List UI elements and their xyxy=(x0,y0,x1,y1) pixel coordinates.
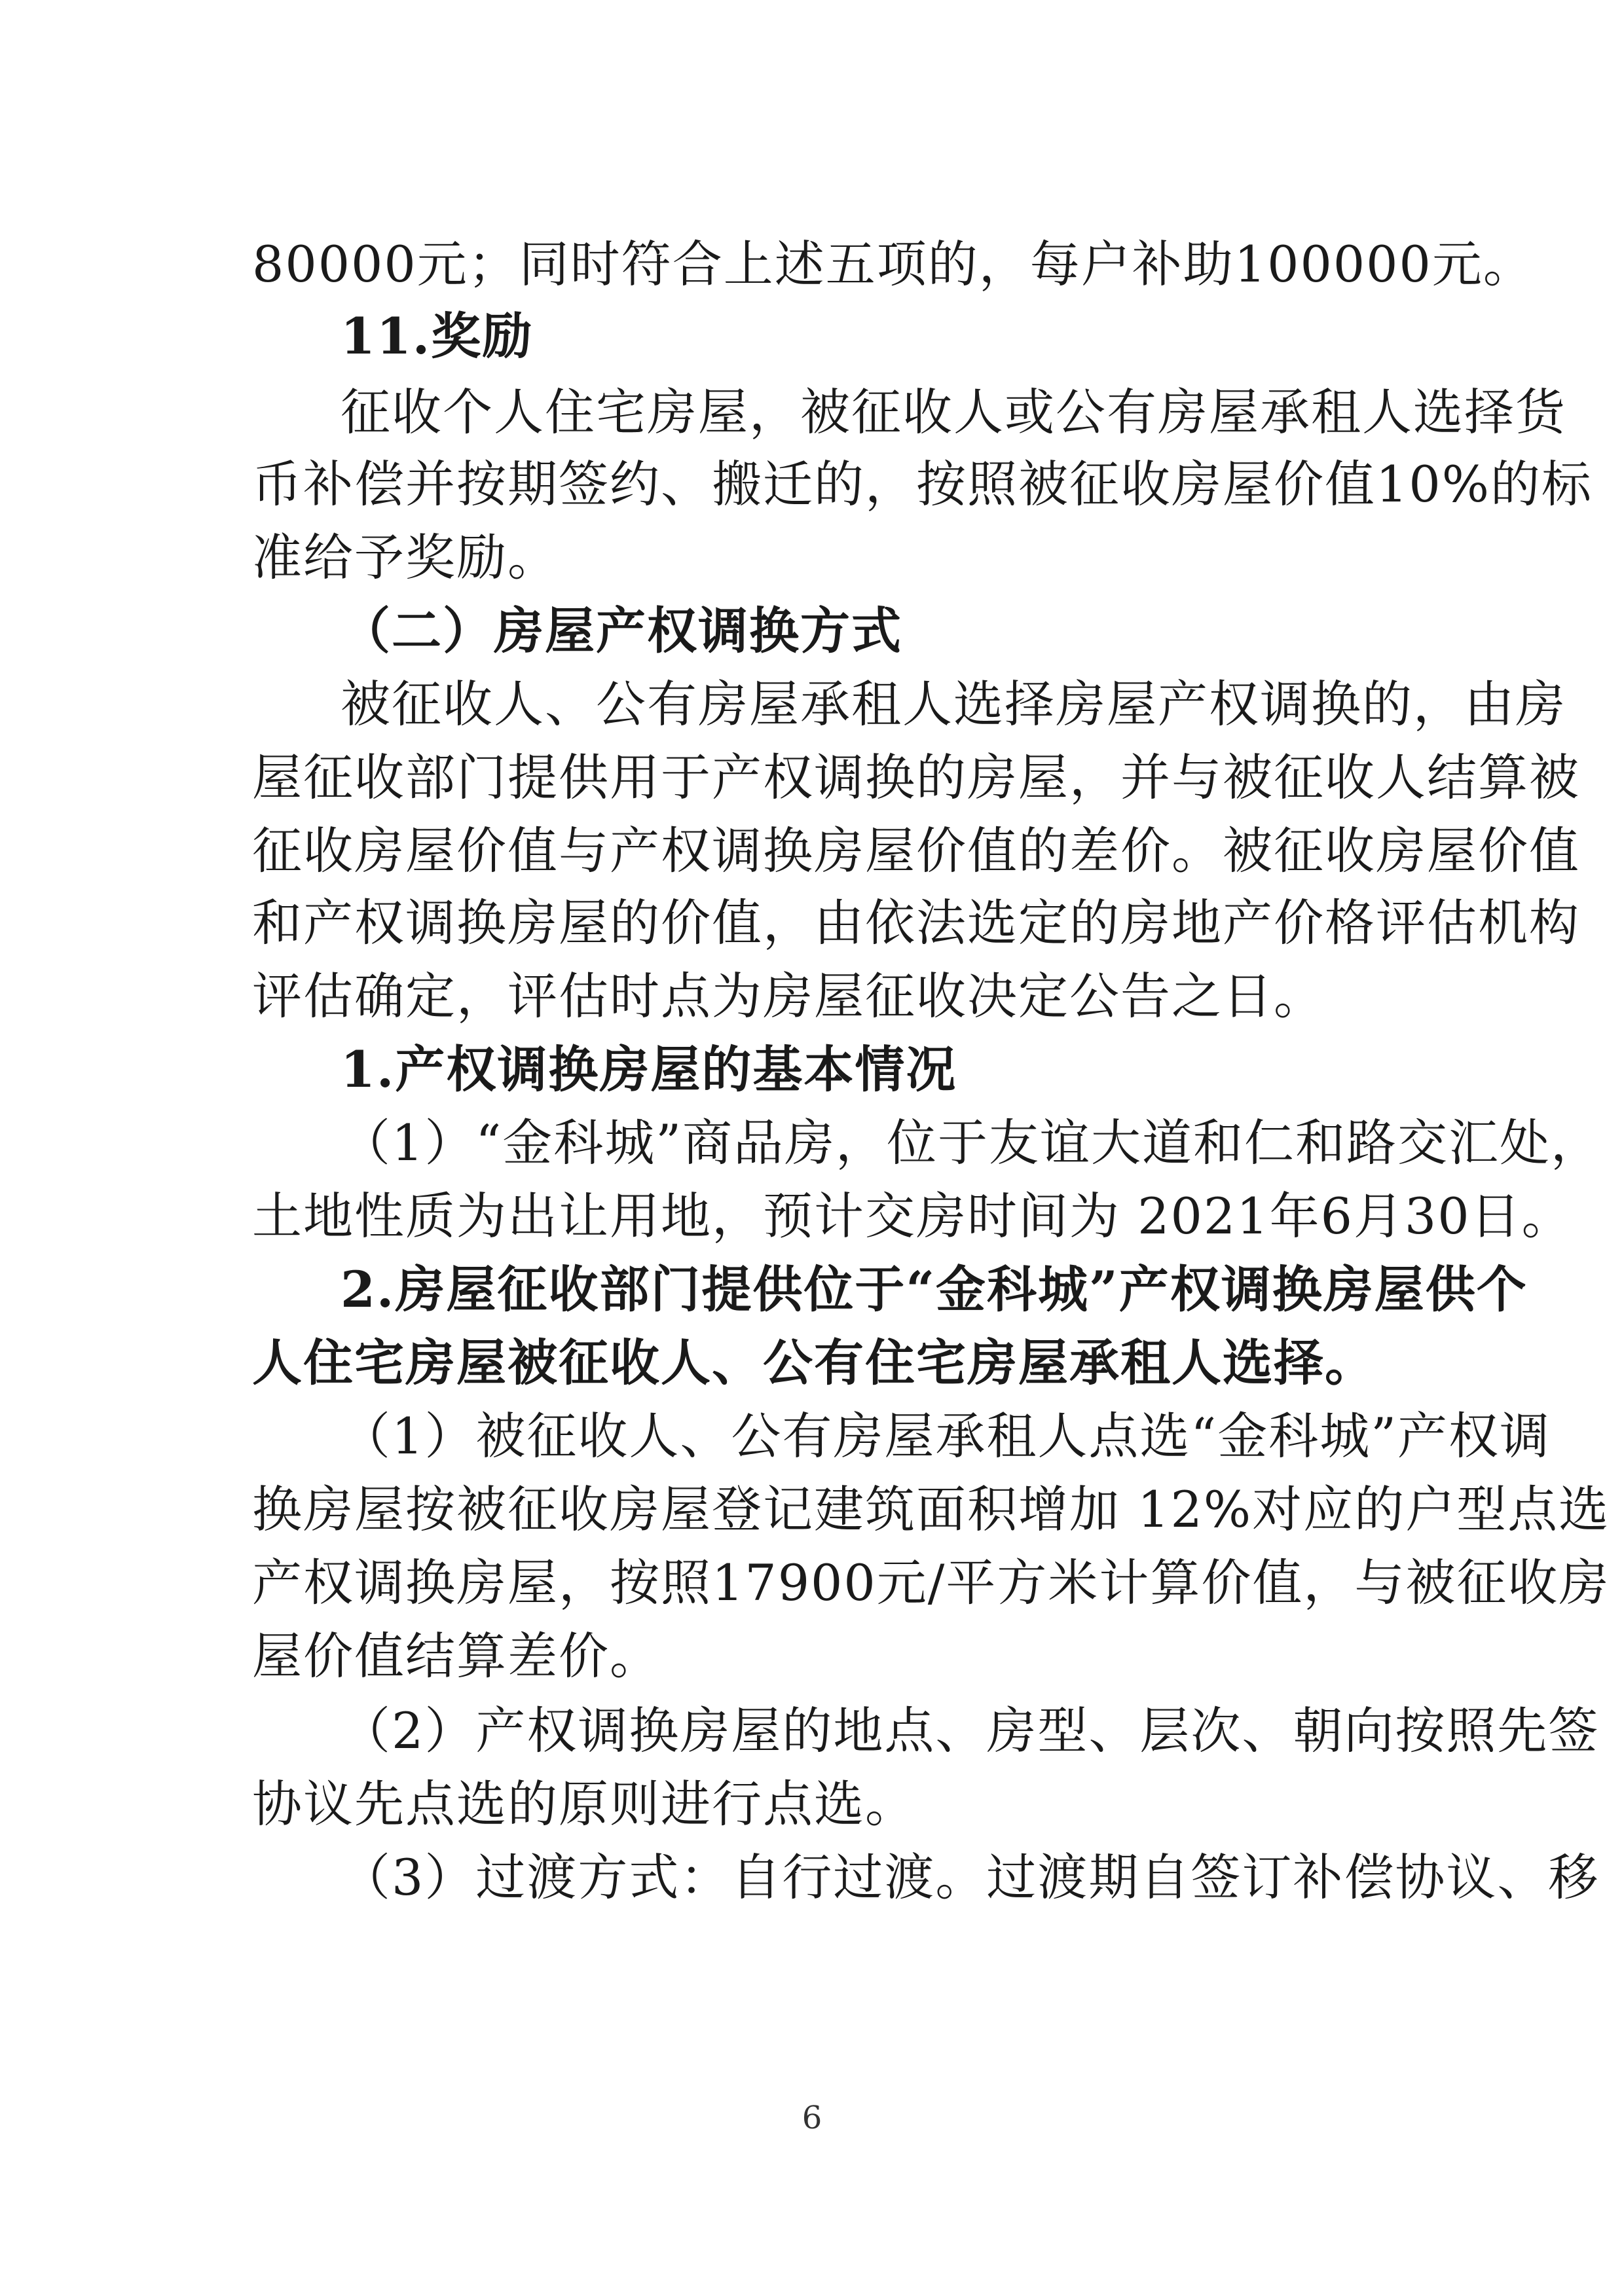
paragraph-line: （2）产权调换房屋的地点、房型、层次、朝向按照先签 xyxy=(341,1702,1600,1760)
paragraph-line: 80000元；同时符合上述五项的，每户补助100000元。 xyxy=(252,235,1534,293)
section-heading: （二）房屋产权调换方式 xyxy=(341,602,902,660)
paragraph-line: 征收房屋价值与产权调换房屋价值的差价。被征收房屋价值 xyxy=(252,822,1580,880)
paragraph-line: 协议先点选的原则进行点选。 xyxy=(252,1775,916,1833)
section-heading: 11.奖励 xyxy=(341,307,534,365)
section-heading: 人住宅房屋被征收人、公有住宅房屋承租人选择。 xyxy=(252,1334,1376,1392)
page-number: 6 xyxy=(802,2100,822,2136)
paragraph-line: 屋价值结算差价。 xyxy=(252,1627,661,1685)
paragraph-line: 评估确定，评估时点为房屋征收决定公告之日。 xyxy=(252,967,1325,1025)
paragraph-line: （1）被征收人、公有房屋承租人点选“金科城”产权调 xyxy=(341,1407,1551,1465)
paragraph-line: 和产权调换房屋的价值，由依法选定的房地产价格评估机构 xyxy=(252,894,1580,952)
paragraph-line: 币补偿并按期签约、搬迁的，按照被征收房屋价值10%的标 xyxy=(252,455,1593,513)
paragraph-line: 产权调换房屋，按照17900元/平方米计算价值，与被征收房 xyxy=(252,1554,1610,1612)
paragraph-line: 屋征收部门提供用于产权调换的房屋，并与被征收人结算被 xyxy=(252,748,1580,807)
paragraph-line: 准给予奖励。 xyxy=(252,528,559,587)
section-heading: 2.房屋征收部门提供位于“金科城”产权调换房屋供个 xyxy=(341,1260,1528,1319)
paragraph-line: （1）“金科城”商品房，位于友谊大道和仁和路交汇处， xyxy=(341,1114,1602,1172)
paragraph-line: 征收个人住宅房屋，被征收人或公有房屋承租人选择货 xyxy=(341,383,1566,441)
paragraph-line: 土地性质为出让用地，预计交房时间为 2021年6月30日。 xyxy=(252,1187,1573,1245)
paragraph-line: 换房屋按被征收房屋登记建筑面积增加 12%对应的户型点选 xyxy=(252,1480,1610,1539)
paragraph-line: 被征收人、公有房屋承租人选择房屋产权调换的，由房 xyxy=(341,675,1566,733)
section-heading: 1.产权调换房屋的基本情况 xyxy=(341,1040,957,1099)
paragraph-line: （3）过渡方式：自行过渡。过渡期自签订补偿协议、移 xyxy=(341,1848,1600,1906)
